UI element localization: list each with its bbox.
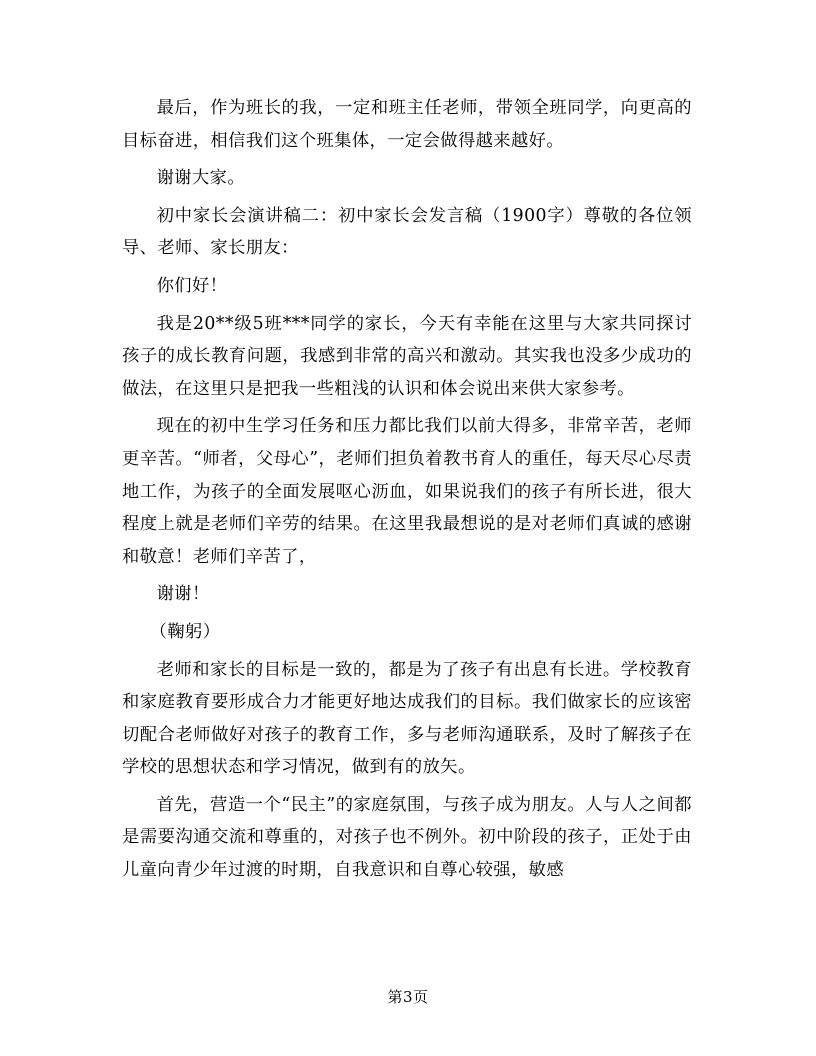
page-number: 第3页 [387,988,429,1006]
paragraph-conclusion: 最后，作为班长的我，一定和班主任老师，带领全班同学，向更高的目标奋进，相信我们这个班集体，一定会做得越来越好。 [122,98,692,151]
paragraph-thanks-all: 谢谢大家。 [156,168,246,189]
paragraph-introduction: 我是20**级5班***同学的家长，今天有幸能在这里与大家共同探讨孩子的成长教育问题，我感到非常的高兴和激动。其实我也没多少成功的做法，在这里只是把我一些粗浅的认识和体会说出来供大家参考。 [122,313,692,399]
paragraph-shared-goal: 老师和家长的目标是一致的，都是为了孩子有出息有长进。学校教育和家庭教育要形成合力才能更好地达成我们的目标。我们做家长的应该密切配合老师做好对孩子的教育工作，多与老师沟通联系，及时了解孩子在学校的思想状态和学习情况，做到有的放矢。 [122,659,692,778]
paragraph-speech-title: 初中家长会演讲稿二：初中家长会发言稿（1900字）尊敬的各位领导、老师、家长朋友： [122,205,692,259]
paragraph-greeting: 你们好！ [156,275,228,296]
paragraph-first-point: 首先，营造一个“民主”的家庭氛围，与孩子成为朋友。人与人之间都是需要沟通交流和尊重的，对孩子也不例外。初中阶段的孩子，正处于由儿童向青少年过渡的时期，自我意识和自尊心较强，敏感 [122,794,692,881]
paragraph-bow: （鞠躬） [149,621,221,642]
paragraph-thanks: 谢谢！ [156,584,210,605]
document-body [122,92,692,892]
paragraph-teacher-appreciation: 现在的初中生学习任务和压力都比我们以前大得多，非常辛苦，老师更辛苦。“师者，父母心”，老师们担负着教书育人的重任，每天尽心尽责地工作，为孩子的全面发展呕心沥血，如果说我们的孩子有所长进，很大程度上就是老师们辛劳的结果。在这里我最想说的是对老师们真诚的感谢和敬意！老师们辛苦了， [122,416,692,567]
